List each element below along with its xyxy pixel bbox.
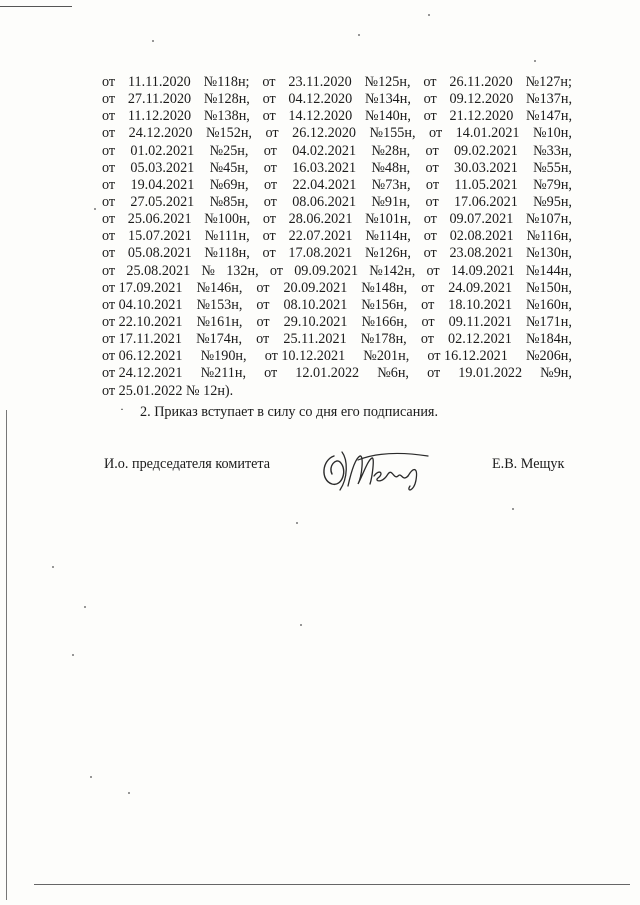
order-list-token: №9н, [540, 365, 572, 382]
order-list-token: 27.11.2020 [127, 91, 192, 108]
order-list-token: 27.05.2021 [130, 193, 195, 210]
order-list-token: №152н, [206, 125, 252, 142]
order-list-token: №79н, [533, 176, 572, 193]
order-list-token: 09.02.2021 [453, 142, 518, 159]
order-list-token: №69н, [209, 176, 249, 193]
order-list-token: №125н, [364, 74, 411, 90]
order-list-token: от [423, 108, 437, 125]
order-list-token: от [263, 193, 277, 210]
order-list-token: №85н, [209, 193, 249, 210]
order-list-line [102, 365, 572, 382]
order-list-token: №130н, [526, 245, 572, 262]
order-list-token: от [102, 142, 116, 159]
order-list-line [102, 331, 572, 348]
order-list-token: №166н, [361, 313, 408, 330]
order-list-token: №10н, [533, 125, 572, 142]
order-list-token: 17.08.2021 [288, 245, 353, 262]
order-list-token: 15.07.2021 [128, 228, 192, 245]
order-list-token: 19.01.2022 [458, 365, 523, 382]
order-list-token: от [102, 74, 116, 90]
signer-title: И.о. председателя комитета [104, 456, 271, 472]
order-list-token: 22.07.2021 [288, 228, 353, 245]
order-list-token: №140н, [364, 108, 411, 125]
order-list-token: 26.11.2020 [449, 74, 513, 90]
order-list-token: 19.04.2021 [130, 176, 195, 193]
order-list-token: от [425, 159, 439, 176]
order-list-token: №116н, [526, 228, 572, 245]
order-list-token: №107н, [525, 211, 572, 228]
order-list-token: 30.03.2021 [453, 159, 518, 176]
order-list-token: 08.06.2021 [292, 193, 357, 210]
order-list-token: №138н, [203, 108, 250, 125]
order-list-token: №118н; [203, 74, 250, 90]
order-list-token: от [256, 313, 270, 330]
order-list-token: №28н, [371, 142, 411, 159]
order-list-token: от [425, 176, 440, 193]
order-list-token: от [102, 245, 116, 262]
order-list-token: 25.08.2021 [126, 262, 191, 279]
order-list-token: 05.08.2021 [127, 245, 192, 262]
scan-speck [358, 34, 360, 36]
scan-speck [72, 654, 74, 656]
order-list-token: 17.06.2021 [453, 193, 518, 210]
order-list-token: №128н, [203, 91, 250, 108]
order-list-token: от [269, 262, 283, 279]
scan-speck [128, 792, 130, 794]
order-list-token: №48н, [371, 159, 411, 176]
order-list-token: №126н, [364, 245, 411, 262]
order-list-line [102, 211, 572, 228]
order-list-token: №206н, [525, 348, 572, 365]
order-list-token: 09.09.2021 [294, 262, 359, 279]
order-list-token: 09.11.2021 [448, 313, 512, 330]
order-list-token: 24.09.2021 [448, 279, 513, 296]
order-list-token: от [262, 91, 276, 108]
order-list-line [102, 280, 572, 297]
order-list-token: №174н, [196, 331, 243, 348]
order-list-token: №147н, [526, 108, 572, 125]
order-list-token: №184н, [525, 331, 572, 348]
order-list-token: от [420, 331, 434, 348]
order-list-token: 09.07.2021 [449, 211, 514, 228]
order-list-line [102, 143, 572, 160]
order-list-token: 23.08.2021 [449, 245, 514, 262]
scan-mark: · [120, 402, 124, 416]
order-list-line [102, 297, 572, 314]
order-list-token: №100н, [204, 211, 251, 228]
order-list-token: №161н, [196, 313, 243, 330]
order-list-token: №55н, [533, 159, 572, 176]
scan-edge-top [0, 6, 72, 7]
order-list-token: от 04.10.2021 [102, 296, 183, 313]
order-list-token: от [423, 74, 437, 90]
order-list-token: от 16.12.2021 [427, 348, 508, 365]
order-list-token: от [263, 176, 278, 193]
order-list-token: от 06.12.2021 [102, 348, 183, 365]
order-list-last-line: от 25.01.2022 № 12н). [102, 382, 234, 399]
order-list-token: 14.09.2021 [450, 262, 515, 279]
order-list-token: 01.02.2021 [130, 142, 195, 159]
order-list-token: №137н, [526, 91, 572, 108]
order-list-token: 02.12.2021 [448, 331, 512, 348]
order-list-line [102, 194, 572, 211]
order-list-line [102, 91, 572, 108]
scan-speck [84, 606, 86, 608]
order-list-token: №114н, [365, 228, 411, 245]
scan-speck [94, 208, 96, 210]
scan-speck [296, 522, 298, 524]
order-list-token: от [423, 211, 437, 228]
order-list-token: 04.12.2020 [288, 91, 353, 108]
order-list-token: от [102, 211, 116, 228]
order-list-token: №95н, [533, 193, 572, 210]
order-list-token: от 10.12.2021 [264, 348, 346, 365]
order-list-token: №156н, [361, 296, 408, 313]
order-list-token: от [262, 108, 276, 125]
scan-edge-bottom [34, 884, 630, 885]
order-list-token: 12.01.2022 [295, 365, 360, 382]
scan-speck [152, 40, 154, 42]
order-list-token: 02.08.2021 [449, 228, 514, 245]
order-list-token: 16.03.2021 [292, 159, 357, 176]
order-list-token: 25.06.2021 [127, 211, 192, 228]
order-list-token: 04.02.2021 [292, 142, 357, 159]
scan-edge-left [6, 410, 7, 900]
order-list-token: 24.12.2020 [128, 125, 193, 142]
order-list [102, 74, 572, 400]
order-list-token: №190н, [200, 348, 247, 365]
order-list-token: 26.12.2020 [292, 125, 356, 142]
order-list-token: от [421, 279, 435, 296]
order-list-token: от [263, 142, 277, 159]
order-list-token: №111н, [204, 228, 250, 245]
order-list-token: №127н; [525, 74, 572, 90]
order-list-token: 11.11.2020 [127, 74, 191, 90]
order-list-token: №33н, [533, 142, 572, 159]
order-list-token: от [256, 279, 270, 296]
order-list-token: №178н, [360, 331, 407, 348]
order-list-token: 20.09.2021 [283, 279, 348, 296]
order-list-token: от [263, 159, 277, 176]
order-list-token: от [102, 228, 116, 245]
scan-speck [534, 60, 536, 62]
order-list-token: №211н, [200, 365, 247, 382]
order-list-token: от 22.10.2021 [102, 313, 183, 330]
order-list-token: 14.12.2020 [288, 108, 353, 125]
order-list-token: от [429, 125, 443, 142]
order-list-token: от [423, 228, 437, 245]
order-list-line [102, 160, 572, 177]
handwritten-signature [318, 446, 434, 494]
scan-speck [512, 508, 514, 510]
order-list-token: от [262, 211, 276, 228]
order-list-token: от [102, 176, 116, 193]
order-list-token: №201н, [363, 348, 410, 365]
order-list-token: №118н, [204, 245, 250, 262]
order-list-token: от [423, 245, 437, 262]
order-list-token: от [421, 313, 435, 330]
order-list-token: 25.11.2021 [283, 331, 347, 348]
order-list-token: №155н, [369, 125, 416, 142]
order-list-token: №150н, [526, 279, 572, 296]
order-list-token: 21.12.2020 [449, 108, 514, 125]
scan-speck [428, 14, 430, 16]
order-list-token: от [262, 228, 276, 245]
signer-name: Е.В. Мещук [492, 456, 565, 472]
order-list-token: от 17.11.2021 [102, 331, 182, 348]
order-list-token: №73н, [371, 176, 411, 193]
order-list-line [102, 245, 572, 262]
order-list-token: №148н, [361, 279, 408, 296]
order-list-token: №25н, [209, 142, 249, 159]
order-list-token: №153н, [196, 296, 243, 313]
scan-speck [90, 776, 92, 778]
order-list-token: от [102, 91, 116, 108]
order-list-token: от [264, 365, 278, 382]
order-list-token: 132н, [226, 262, 259, 279]
order-list-token: 11.12.2020 [127, 108, 192, 125]
scan-speck [300, 624, 302, 626]
order-list-line [102, 348, 572, 365]
order-list-token: от [426, 262, 440, 279]
order-list-line [102, 314, 572, 331]
order-list-token: от [262, 245, 276, 262]
order-list-token: №91н, [371, 193, 411, 210]
order-list-token: от [256, 331, 270, 348]
order-list-token: №171н, [525, 313, 572, 330]
order-list-token: 28.06.2021 [288, 211, 353, 228]
order-list-token: от [265, 125, 279, 142]
order-list-token: от 17.09.2021 [102, 279, 183, 296]
order-list-token: №142н, [369, 262, 416, 279]
order-list-token: от [102, 262, 116, 279]
order-list-token: №160н, [526, 296, 572, 313]
order-list-token: от [102, 159, 116, 176]
order-list-token: 14.01.2021 [455, 125, 520, 142]
paragraph-2: 2. Приказ вступает в силу со дня его подписания. [140, 404, 438, 420]
order-list-token: от [262, 74, 276, 90]
order-list-token: №45н, [209, 159, 249, 176]
order-list-token: 09.12.2020 [449, 91, 514, 108]
order-list-line [102, 228, 572, 245]
order-list-token: от [427, 365, 441, 382]
order-list-token: №101н, [365, 211, 412, 228]
order-list-token: от [421, 296, 435, 313]
order-list-line [102, 108, 572, 125]
order-list-token: от [423, 91, 437, 108]
scan-speck [52, 566, 54, 568]
order-list-token: 29.10.2021 [283, 313, 348, 330]
order-list-token: №144н, [525, 262, 572, 279]
order-list-token: от [102, 108, 116, 125]
order-list-token: 05.03.2021 [130, 159, 195, 176]
order-list-token: от [425, 142, 439, 159]
order-list-token: 23.11.2020 [288, 74, 352, 90]
order-list-token: 11.05.2021 [454, 176, 518, 193]
order-list-token: 18.10.2021 [448, 296, 513, 313]
order-list-line [102, 263, 572, 280]
order-list-token: 22.04.2021 [292, 176, 357, 193]
order-list-token: от [102, 193, 116, 210]
order-list-token: №6н, [377, 365, 409, 382]
order-list-line [102, 74, 572, 91]
order-list-token: от [256, 296, 270, 313]
order-list-token: №134н, [364, 91, 411, 108]
order-list-token: от [102, 125, 116, 142]
order-list-line [102, 125, 572, 142]
order-list-token: 08.10.2021 [283, 296, 348, 313]
order-list-token: от 24.12.2021 [102, 365, 183, 382]
order-list-token: от [425, 193, 439, 210]
order-list-token: № [201, 262, 215, 279]
order-list-line [102, 177, 572, 194]
order-list-token: №146н, [196, 279, 243, 296]
